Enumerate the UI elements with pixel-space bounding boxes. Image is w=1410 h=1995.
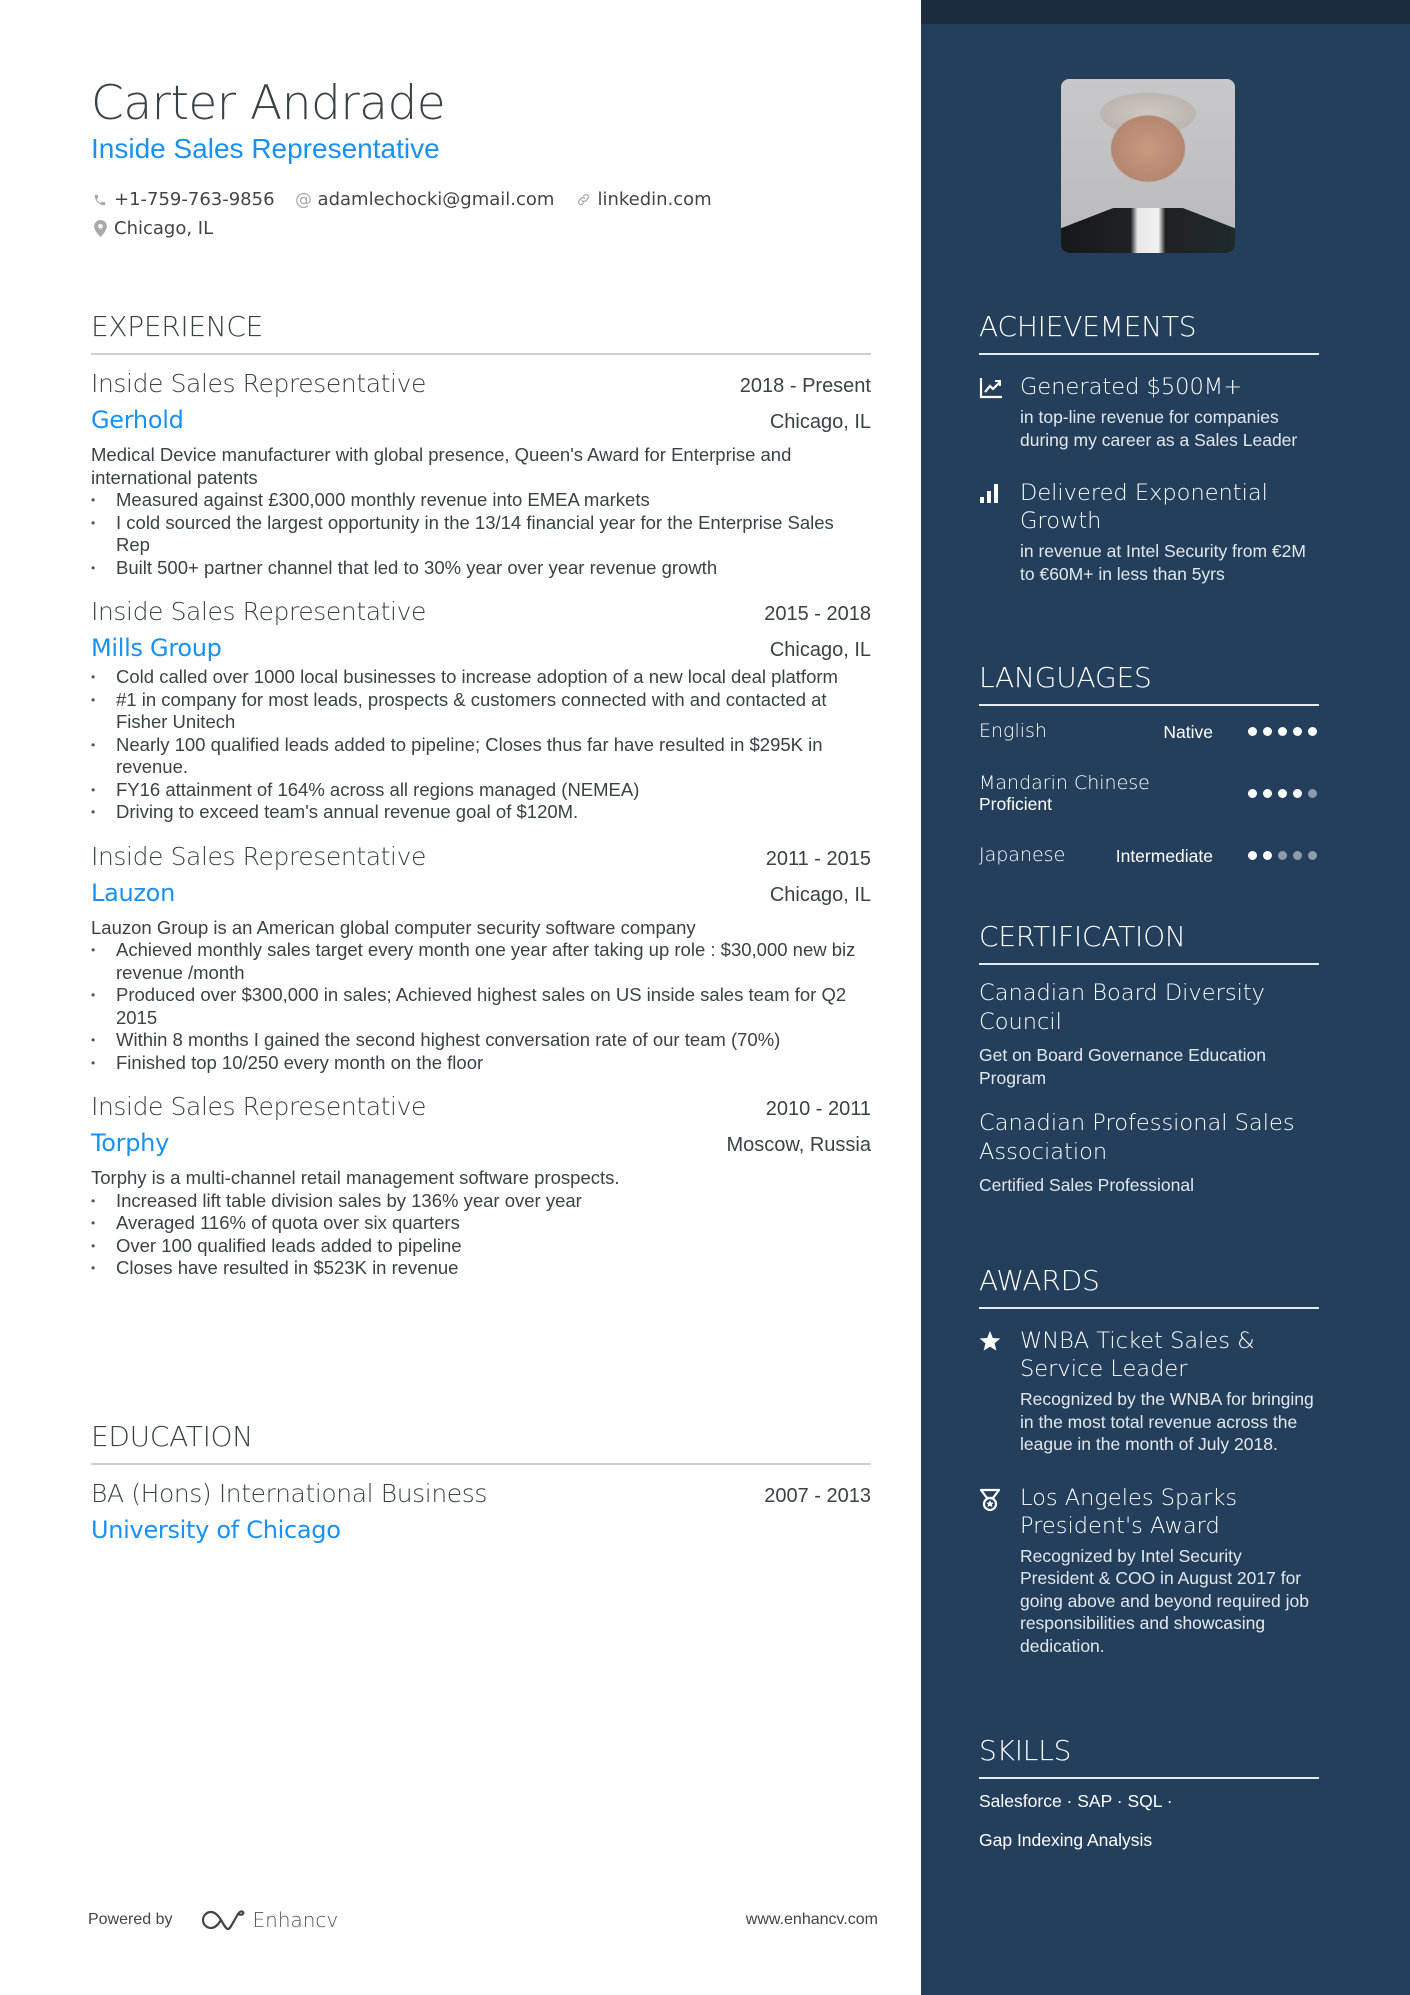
rating-dot-filled [1248, 851, 1257, 860]
star-icon [979, 1327, 1020, 1456]
job-dates: 2018 - Present [739, 375, 871, 397]
language-item [979, 770, 1319, 844]
achievement-title: Generated $500M+ [1020, 374, 1243, 400]
rating-dot-empty [1293, 851, 1302, 860]
language-rating [1242, 727, 1317, 736]
job-dates: 2010 - 2011 [765, 1098, 871, 1120]
bullet-item: • Increased lift table division sales by 136% year over year [91, 1190, 871, 1213]
award-title: WNBA Ticket Sales & Service Leader [1020, 1328, 1255, 1382]
candidate-name: Carter Andrade [91, 76, 446, 131]
achievement-desc: in revenue at Intel Security from €2M to €60M+ in less than 5yrs [1020, 541, 1306, 584]
languages-section [979, 661, 1319, 884]
certification-desc: Certified Sales Professional [979, 1175, 1194, 1195]
awards-section [979, 1264, 1319, 1657]
experience-entry [91, 369, 871, 579]
footer [88, 1905, 878, 1935]
rating-dot-filled [1278, 789, 1287, 798]
contact-info [91, 185, 732, 243]
job-location: Chicago, IL [769, 883, 871, 906]
bullet-item: • Nearly 100 qualified leads added to pipeline; Closes thus far have resulted in $295K in revenue. [91, 734, 871, 779]
degree-title: BA (Hons) International Business [91, 1479, 488, 1508]
bullet-item: • FY16 attainment of 164% across all regions managed (NEMEA) [91, 779, 871, 802]
rating-dot-filled [1248, 789, 1257, 798]
job-title: Inside Sales Representative [91, 1092, 426, 1121]
certification-title: Canadian Professional Sales Association [979, 1110, 1295, 1165]
achievement-list [91, 489, 871, 579]
bullet-item: • Measured against £300,000 monthly revenue into EMEA markets [91, 489, 871, 512]
sidebar [921, 0, 1410, 1995]
section-title-achievements: ACHIEVEMENTS [979, 310, 1197, 343]
link-icon [574, 192, 592, 207]
profile-photo [1061, 79, 1235, 253]
skills-section [979, 1734, 1319, 1860]
language-level: Native [1163, 722, 1213, 742]
achievement-item [979, 479, 1319, 585]
rating-dot-filled [1248, 727, 1257, 736]
rating-dot-empty [1308, 789, 1317, 798]
achievement-item [979, 373, 1319, 451]
powered-by-label: Powered by [88, 1911, 173, 1928]
certification-item [979, 979, 1319, 1089]
job-location: Chicago, IL [769, 411, 871, 433]
experience-entry [91, 1092, 871, 1280]
education-entry [91, 1479, 871, 1544]
bullet-item: • Built 500+ partner channel that led to 30% year over year revenue growth [91, 557, 871, 580]
powered-by [88, 1908, 338, 1932]
company-name: Torphy [91, 1129, 169, 1157]
bullet-item: • Finished top 10/250 every month on the floor [91, 1052, 871, 1075]
bullet-item: • I cold sourced the largest opportunity in the 13/14 financial year for the Enterprise Sales Rep [91, 512, 871, 557]
education-dates: 2007 - 2013 [764, 1485, 871, 1507]
rating-dot-filled [1308, 727, 1317, 736]
section-divider [979, 963, 1319, 965]
section-title-experience: EXPERIENCE [91, 310, 264, 343]
candidate-headline: Inside Sales Representative [91, 133, 440, 164]
award-desc: Recognized by the WNBA for bringing in the most total revenue across the league in the month of July 2018. [1020, 1389, 1314, 1454]
language-name: Mandarin Chinese [979, 772, 1150, 794]
contact-email[interactable]: @ adamlechocki@gmail.com [295, 189, 555, 210]
company-name: Mills Group [91, 634, 222, 662]
certification-title: Canadian Board Diversity Council [979, 980, 1265, 1035]
section-divider [979, 353, 1319, 355]
skills-line: Salesforce · SAP · SQL · [979, 1791, 1173, 1811]
rating-dot-empty [1278, 851, 1287, 860]
education-section [91, 1420, 871, 1544]
certification-item [979, 1109, 1319, 1197]
company-name: Lauzon [91, 878, 175, 907]
job-title: Inside Sales Representative [91, 841, 426, 871]
bullet-item: • Produced over $300,000 in sales; Achieved highest sales on US inside sales team for Q2 2015 [91, 984, 871, 1029]
contact-link[interactable]: linkedin.com [574, 189, 711, 210]
at-icon: @ [295, 189, 313, 210]
section-title-education: EDUCATION [91, 1420, 253, 1453]
award-item [979, 1327, 1319, 1456]
bullet-item: • Averaged 116% of quota over six quarters [91, 1212, 871, 1235]
language-item [979, 720, 1319, 770]
photo-suit-shape [1061, 208, 1235, 253]
rating-dot-filled [1293, 789, 1302, 798]
rating-dot-filled [1263, 727, 1272, 736]
award-title: Los Angeles Sparks President's Award [1020, 1484, 1238, 1539]
company-description: Lauzon Group is an American global computer security software company [91, 916, 696, 938]
achievement-desc: in top-line revenue for companies during my career as a Sales Leader [1020, 407, 1298, 450]
school-name: University of Chicago [91, 1516, 341, 1544]
skills-line: Gap Indexing Analysis [979, 1830, 1153, 1850]
section-divider [979, 1307, 1319, 1309]
job-dates: 2011 - 2015 [765, 847, 871, 870]
contact-location: Chicago, IL [91, 218, 213, 239]
job-title: Inside Sales Representative [91, 369, 426, 398]
sidebar-top-band [921, 0, 1410, 24]
bullet-item: • Driving to exceed team's annual revenue goal of $120M. [91, 801, 871, 824]
language-rating [1242, 851, 1317, 860]
company-description: Torphy is a multi-channel retail management software prospects. [91, 1167, 620, 1188]
website-link[interactable]: www.enhancv.com [745, 1911, 878, 1928]
location-pin-icon [91, 220, 109, 237]
rating-dot-filled [1263, 851, 1272, 860]
experience-entry [91, 842, 871, 1075]
certification-section [979, 920, 1319, 1197]
section-divider [979, 1777, 1319, 1779]
achievement-title: Delivered Exponential Growth [1020, 480, 1268, 534]
company-name: Gerhold [91, 406, 184, 434]
certification-desc: Get on Board Governance Education Program [979, 1045, 1266, 1088]
enhancv-logo[interactable]: Enhancv [199, 1908, 339, 1932]
job-dates: 2015 - 2018 [764, 603, 871, 625]
language-level: Proficient [979, 794, 1052, 814]
language-name: English [979, 720, 1047, 742]
rating-dot-filled [1293, 727, 1302, 736]
language-item [979, 844, 1319, 884]
language-level: Intermediate [1115, 846, 1213, 866]
achievement-list [91, 1190, 871, 1280]
section-divider [979, 704, 1319, 706]
job-title: Inside Sales Representative [91, 597, 426, 626]
infinity-logo-icon [199, 1908, 245, 1932]
experience-entry [91, 597, 871, 824]
award-desc: Recognized by Intel Security President & COO in August 2017 for going above and beyond required job responsibilities and showcasing dedication. [1020, 1545, 1309, 1656]
medal-icon [979, 1484, 1020, 1658]
section-title-certification: CERTIFICATION [979, 920, 1186, 953]
bullet-item: • Closes have resulted in $523K in revenue [91, 1257, 871, 1280]
phone-icon [91, 193, 109, 207]
section-title-languages: LANGUAGES [979, 661, 1152, 694]
bullet-item: • Cold called over 1000 local businesses to increase adoption of a new local deal platform [91, 666, 871, 689]
rating-dot-filled [1263, 789, 1272, 798]
bullet-item: • Achieved monthly sales target every month one year after taking up role : $30,000 new biz revenue /month [91, 939, 871, 984]
section-divider [91, 353, 871, 355]
language-rating [1242, 789, 1317, 798]
bullet-item: • #1 in company for most leads, prospects & customers connected with and contacted at Fisher Unitech [91, 689, 871, 734]
bar-chart-icon [979, 479, 1020, 585]
job-location: Chicago, IL [769, 639, 871, 661]
section-title-skills: SKILLS [979, 1734, 1072, 1767]
company-description: Medical Device manufacturer with global presence, Queen's Award for Enterprise and international patents [91, 444, 792, 488]
main-column [91, 0, 871, 1995]
section-divider [91, 1463, 871, 1465]
rating-dot-filled [1278, 727, 1287, 736]
achievements-section [979, 310, 1319, 585]
job-location: Moscow, Russia [726, 1134, 871, 1156]
bullet-item: • Over 100 qualified leads added to pipeline [91, 1235, 871, 1258]
experience-section [91, 310, 871, 1280]
section-title-awards: AWARDS [979, 1264, 1100, 1297]
award-item [979, 1484, 1319, 1658]
language-name: Japanese [979, 844, 1066, 866]
bullet-item: • Within 8 months I gained the second highest conversation rate of our team (70%) [91, 1029, 871, 1052]
trend-chart-icon [979, 373, 1020, 451]
achievement-list [91, 939, 871, 1074]
contact-phone: +1-759-763-9856 [91, 189, 275, 210]
achievement-list [91, 666, 871, 824]
rating-dot-empty [1308, 851, 1317, 860]
